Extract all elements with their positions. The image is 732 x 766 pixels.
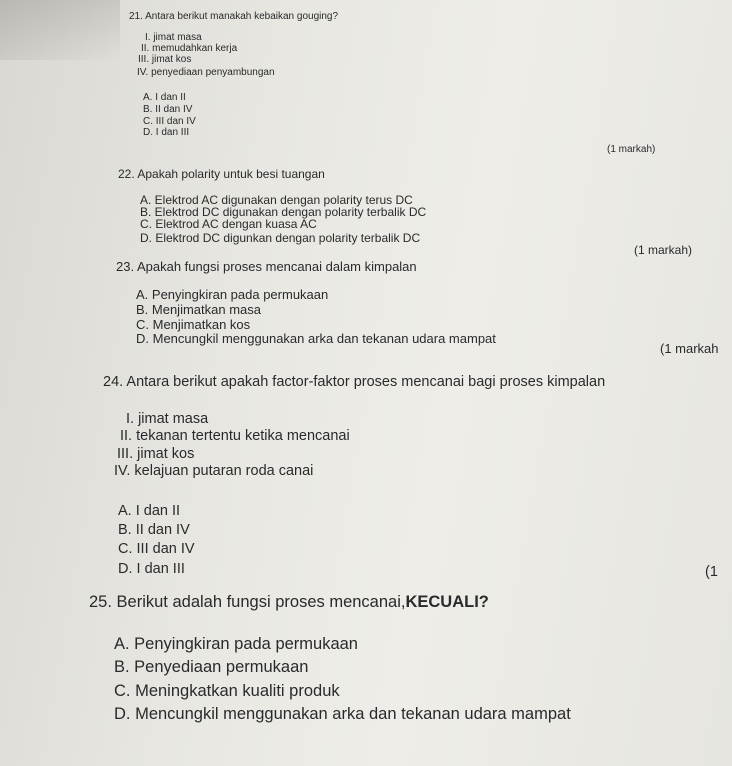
question-25-option-c[interactable]: C. Meningkatkan kualiti produk	[114, 682, 340, 700]
question-22-option-d[interactable]: D. Elektrod DC digunkan dengan polarity terbalik DC	[140, 231, 421, 245]
question-21-option-d[interactable]: D. I dan III	[143, 127, 190, 138]
question-21-option-c[interactable]: C. III dan IV	[143, 116, 196, 127]
question-21-item-1: I. jimat masa	[145, 32, 202, 43]
question-24-option-b[interactable]: B. II dan IV	[118, 522, 190, 538]
question-25-option-b[interactable]: B. Penyediaan permukaan	[114, 658, 309, 676]
question-24-mark: (1	[705, 564, 718, 580]
question-21-item-2: II. memudahkan kerja	[141, 43, 238, 54]
question-24-stem: 24. Antara berikut apakah factor-faktor proses mencanai bagi proses kimpalan	[103, 374, 606, 390]
question-25-option-d[interactable]: D. Mencungkil menggunakan arka dan tekanan udara mampat	[114, 705, 571, 723]
question-22-option-a[interactable]: A. Elektrod AC digunakan dengan polarity terus DC	[140, 193, 413, 207]
question-24-item-4: IV. kelajuan putaran roda canai	[114, 463, 314, 479]
question-23-option-c[interactable]: C. Menjimatkan kos	[136, 317, 251, 332]
question-21-stem: 21. Antara berikut manakah kebaikan gouging?	[129, 11, 339, 22]
question-24-item-1: I. jimat masa	[126, 411, 209, 427]
question-25-stem: 25. Berikut adalah fungsi proses mencanai,KECUALI?	[89, 593, 489, 611]
question-23-stem: 23. Apakah fungsi proses mencanai dalam kimpalan	[116, 259, 417, 274]
question-23-mark: (1 markah	[660, 341, 719, 356]
question-21-option-a[interactable]: A. I dan II	[143, 92, 186, 103]
question-22-option-c[interactable]: C. Elektrod AC dengan kuasa AC	[140, 217, 317, 231]
question-24-item-2: II. tekanan tertentu ketika mencanai	[120, 428, 350, 444]
question-24-item-3: III. jimat kos	[117, 446, 195, 462]
question-21-mark: (1 markah)	[607, 144, 656, 155]
question-24-option-c[interactable]: C. III dan IV	[118, 541, 195, 557]
question-24-option-a[interactable]: A. I dan II	[118, 503, 181, 519]
question-22-option-b[interactable]: B. Elektrod DC digunakan dengan polarity terbalik DC	[140, 205, 427, 219]
question-23-option-d[interactable]: D. Mencungkil menggunakan arka dan tekanan udara mampat	[136, 331, 496, 346]
page-shadow	[0, 0, 120, 60]
question-22-stem: 22. Apakah polarity untuk besi tuangan	[118, 167, 325, 181]
question-23-option-b[interactable]: B. Menjimatkan masa	[136, 302, 261, 317]
question-21-item-4: IV. penyediaan penyambungan	[137, 67, 275, 78]
question-25-emphasis: KECUALI?	[405, 593, 489, 611]
question-25-option-a[interactable]: A. Penyingkiran pada permukaan	[114, 635, 358, 653]
question-24-option-d[interactable]: D. I dan III	[118, 561, 185, 577]
question-23-option-a[interactable]: A. Penyingkiran pada permukaan	[136, 287, 329, 302]
question-21-option-b[interactable]: B. II dan IV	[143, 104, 193, 115]
question-22-mark: (1 markah)	[634, 243, 693, 257]
question-21-item-3: III. jimat kos	[138, 54, 192, 65]
